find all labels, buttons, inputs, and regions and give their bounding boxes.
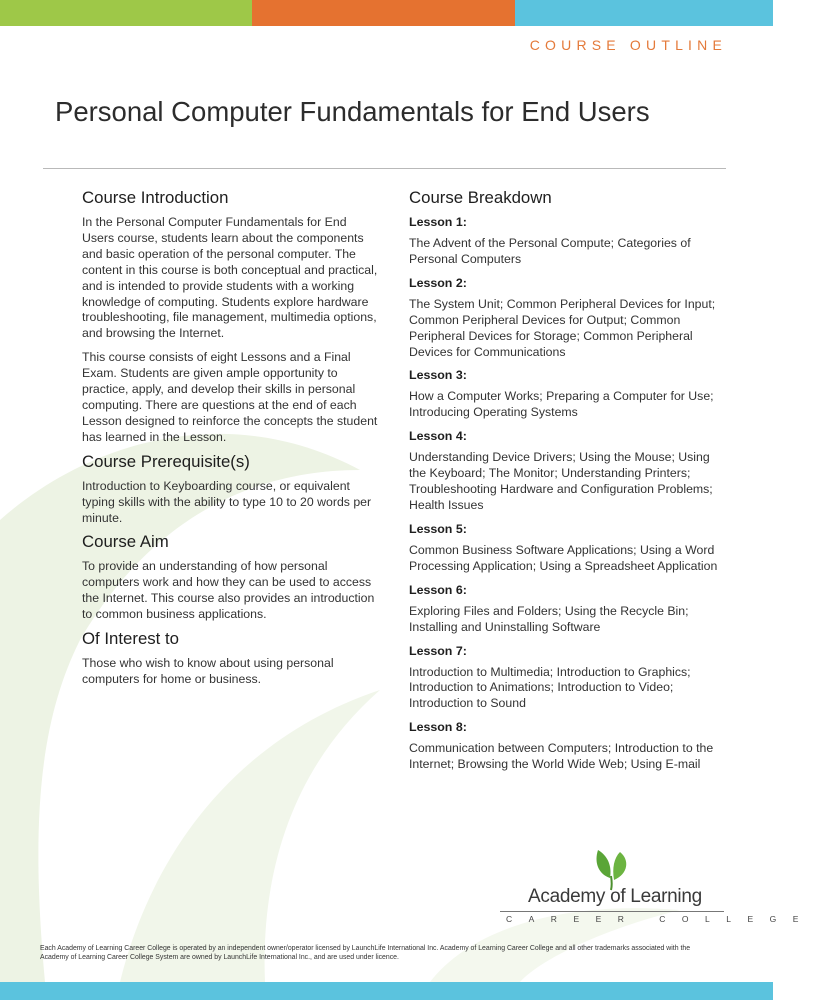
lesson-2: [409, 276, 727, 361]
course-introduction-paragraph-1: In the Personal Computer Fundamentals for End Users course, students learn about the components and basic operation of the personal computer. The content in this course is both conceptual and practical, and is intended to provide students with a working knowledge of computing. Students explore hardware troubleshooting, file management, multimedia options, and browsing the Internet.: [82, 215, 378, 341]
course-introduction-paragraph-2: This course consists of eight Lessons and a Final Exam. Students are given ample opportunity to practice, apply, and develop their skills in personal computing. There are questions at the end of each Lesson designed to reinforce the concepts the student has learned in the Lesson.: [82, 350, 378, 444]
logo-divider: [500, 911, 724, 912]
footer-disclaimer: Each Academy of Learning Career College is operated by an independent owner/operator licensed by LaunchLife International Inc. Academy of Learning Career College and all other trademarks associated with the Academy of Learning Career College System are owned by LaunchLife International Inc., and are used under licence.: [40, 945, 691, 962]
lesson-8: [409, 720, 727, 773]
lesson-6: [409, 583, 727, 636]
lesson-topics: How a Computer Works; Preparing a Computer for Use; Introducing Operating Systems: [409, 389, 714, 420]
lesson-topics: Introduction to Multimedia; Introduction to Graphics; Introduction to Animations; Introduction to Video; Introduction to Sound: [409, 664, 691, 711]
bottom-color-bar: [0, 982, 773, 1000]
page-title: Personal Computer Fundamentals for End Users: [55, 96, 650, 127]
lesson-4: [409, 429, 727, 514]
course-aim-heading: Course Aim: [82, 532, 169, 552]
lesson-5: [409, 522, 727, 575]
course-introduction-heading: Course Introduction: [82, 188, 229, 207]
lesson-topics: The Advent of the Personal Compute; Categories of Personal Computers: [409, 236, 691, 266]
lesson-label: Lesson 2:: [409, 275, 467, 290]
lesson-topics: Understanding Device Drivers; Using the Mouse; Using the Keyboard; The Monitor; Understanding Printers; Troubleshooting Hardware and Configuration Problems; Health Issues: [409, 450, 713, 512]
course-prerequisite-text: Introduction to Keyboarding course, or equivalent typing skills with the ability to type 10 to 20 words per minute.: [82, 478, 372, 525]
lesson-topics: Communication between Computers; Introduction to the Internet; Browsing the World Wide Web; Using E-mail: [409, 741, 714, 772]
left-column: [82, 188, 382, 696]
lesson-label: Lesson 8:: [409, 720, 467, 735]
right-column: [409, 188, 727, 781]
lesson-3: [409, 368, 727, 421]
leaf-icon: [592, 846, 632, 890]
of-interest-text: Those who wish to know about using personal computers for home or business.: [82, 656, 334, 686]
lesson-label: Lesson 1:: [409, 215, 467, 229]
course-aim-text: To provide an understanding of how personal computers work and how they can be used to access the Internet. This course also provides an introduction to common business applications.: [82, 559, 375, 622]
lesson-7: [409, 644, 727, 713]
lesson-label: Lesson 7:: [409, 643, 467, 658]
lesson-label: Lesson 4:: [409, 429, 467, 444]
logo-subtitle: CAREER COLLEGE: [506, 914, 815, 924]
course-breakdown-heading: Course Breakdown: [409, 188, 552, 207]
lesson-label: Lesson 3:: [409, 368, 467, 383]
of-interest-heading: Of Interest to: [82, 629, 180, 649]
lesson-topics: The System Unit; Common Peripheral Devices for Input; Common Peripheral Devices for Output; Common Peripheral Devices for Storage; Common Peripheral Devices for Communications: [409, 296, 716, 359]
title-divider: [43, 168, 726, 169]
lesson-topics: Exploring Files and Folders; Using the Recycle Bin; Installing and Uninstalling Software: [409, 603, 689, 634]
lesson-label: Lesson 6:: [409, 582, 467, 597]
lesson-1: [409, 215, 727, 268]
academy-logo: [500, 846, 815, 926]
course-prerequisite-heading: Course Prerequisite(s): [82, 451, 250, 471]
logo-name: Academy of Learning: [528, 886, 702, 907]
course-outline-label: COURSE OUTLINE: [529, 37, 727, 53]
lesson-label: Lesson 5:: [409, 521, 467, 536]
lesson-topics: Common Business Software Applications; Using a Word Processing Application; Using a Spreadsheet Application: [409, 542, 718, 573]
